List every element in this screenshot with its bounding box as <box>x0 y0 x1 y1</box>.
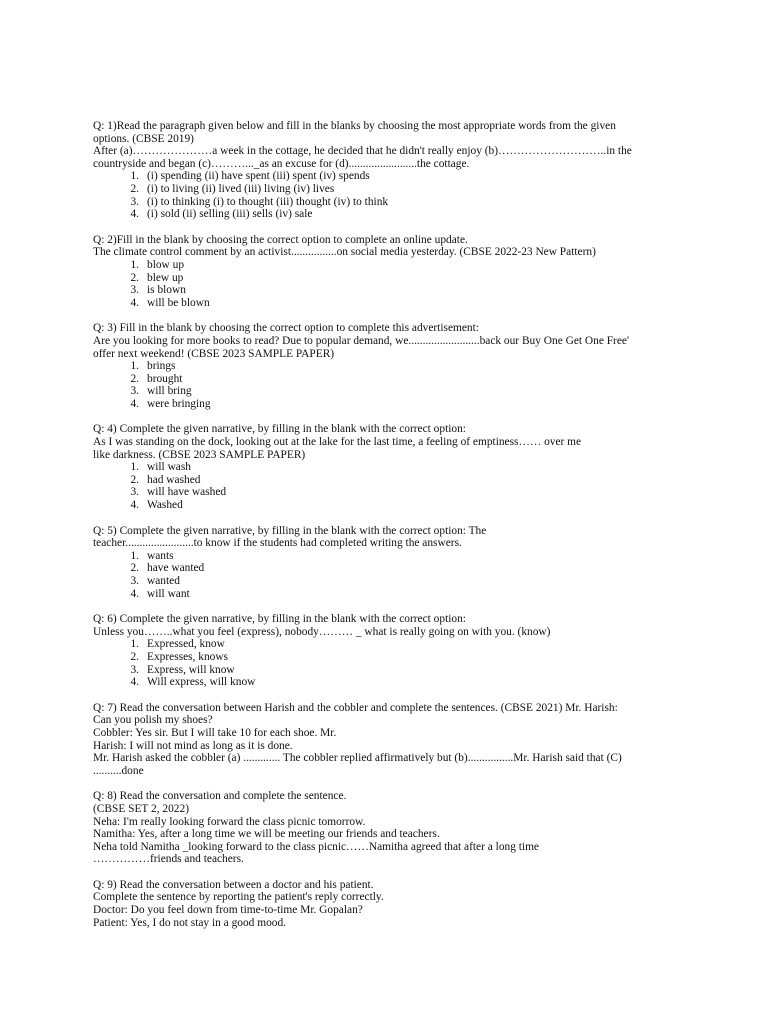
option-number: 4. <box>130 296 139 309</box>
option-text: blow up <box>147 258 185 271</box>
option-text: (i) to living (ii) lived (iii) living (iv) lives <box>147 182 335 195</box>
question-text-line: Cobbler: Yes sir. But I will take 10 for each shoe. Mr. <box>93 726 337 739</box>
option-text: is blown <box>147 284 186 297</box>
question-text-line: Doctor: Do you feel down from time-to-time Mr. Gopalan? <box>93 904 363 917</box>
option-text: Washed <box>147 499 183 512</box>
option-number: 3. <box>130 385 139 398</box>
question-text-line: countryside and began (c)………..._as an excuse for (d)........................the cottage. <box>93 157 470 170</box>
question-text-line: Harish: I will not mind as long as it is done. <box>93 739 293 752</box>
question-text-line: teacher........................to know if the students had completed writing the answers. <box>93 537 462 550</box>
question-text-line: Q: 3) Fill in the blank by choosing the correct option to complete this advertisement: <box>93 322 479 335</box>
option-number: 3. <box>130 575 139 587</box>
question-text-line: Neha: I'm really looking forward the class picnic tomorrow. <box>93 815 366 828</box>
question-8 <box>93 790 653 866</box>
option-number: 2. <box>130 562 139 575</box>
question-2 <box>93 234 653 310</box>
option-item <box>93 360 653 373</box>
options-list <box>93 550 653 600</box>
question-text-line: After (a)…………………a week in the cottage, he decided that he didn't really enjoy (b)………………………..in the <box>93 145 632 158</box>
option-number: 4. <box>130 397 139 410</box>
option-number: 4. <box>130 676 139 689</box>
question-text-line: Q: 6) Complete the given narrative, by filling in the blank with the correct option: <box>93 613 466 626</box>
question-9 <box>93 879 653 929</box>
question-text-line: The climate control comment by an activist................on social media yesterday. (CBSE 2022-23 New Pattern) <box>93 246 596 259</box>
question-text-line: Q: 5) Complete the given narrative, by filling in the blank with the correct option: The <box>93 524 487 537</box>
question-text-line: Namitha: Yes, after a long time we will be meeting our friends and teachers. <box>93 828 440 841</box>
option-text: will want <box>147 587 190 600</box>
option-item <box>93 499 653 512</box>
question-4 <box>93 423 653 511</box>
option-number: 2. <box>130 271 139 284</box>
question-text-line: ……………friends and teachers. <box>93 853 244 866</box>
option-number: 4. <box>130 208 139 221</box>
option-item <box>93 575 653 588</box>
question-text-line: As I was standing on the dock, looking out at the lake for the last time, a feeling of emptiness…… over me <box>93 436 582 449</box>
question-text-line: Neha told Namitha _looking forward to the class picnic……Namitha agreed that after a long time <box>93 840 539 853</box>
option-item <box>93 486 653 499</box>
option-text: Will express, will know <box>147 676 256 689</box>
option-text: (i) spending (ii) have spent (iii) spent (iv) spends <box>147 170 370 183</box>
question-text-line: Q: 4) Complete the given narrative, by filling in the blank with the correct option: <box>93 423 466 436</box>
option-item <box>93 373 653 386</box>
question-3 <box>93 322 653 410</box>
option-number: 1. <box>130 170 139 183</box>
question-text-line: (CBSE SET 2, 2022) <box>93 802 189 815</box>
option-number: 1. <box>130 638 139 651</box>
options-list <box>93 461 653 511</box>
option-text: have wanted <box>147 562 205 575</box>
question-text-line: Complete the sentence by reporting the patient's reply correctly. <box>93 891 384 904</box>
question-text-line: Q: 8) Read the conversation and complete the sentence. <box>93 790 347 803</box>
option-number: 1. <box>130 549 139 562</box>
question-text-line: Mr. Harish asked the cobbler (a) ............. The cobbler replied affirmatively but (b)................Mr. Harish said that (C) <box>93 752 622 765</box>
option-item <box>93 474 653 487</box>
option-number: 2. <box>130 372 139 385</box>
option-text: will be blown <box>147 296 210 309</box>
option-item <box>93 208 653 221</box>
question-text-line: Patient: Yes, I do not stay in a good mood. <box>93 916 287 929</box>
question-text-line: Are you looking for more books to read? Due to popular demand, we.........................back our Buy One Get One Free' <box>93 334 630 347</box>
option-number: 3. <box>130 663 139 676</box>
option-item <box>93 651 653 664</box>
question-text-line: offer next weekend! (CBSE 2023 SAMPLE PAPER) <box>93 347 335 360</box>
option-item <box>93 588 653 601</box>
option-text: brings <box>147 360 176 373</box>
option-item <box>93 638 653 651</box>
question-text-line: options. (CBSE 2019) <box>93 132 194 145</box>
question-1 <box>93 120 653 221</box>
question-7 <box>93 702 653 778</box>
question-text-line: Can you polish my shoes? <box>93 714 213 727</box>
option-number: 2. <box>130 473 139 486</box>
option-item <box>93 272 653 285</box>
option-item <box>93 183 653 196</box>
option-text: had washed <box>147 473 201 486</box>
question-text-line: Unless you……..what you feel (express), nobody……… _ what is really going on with you. (know) <box>93 625 551 638</box>
option-item <box>93 562 653 575</box>
option-number: 4. <box>130 587 139 600</box>
option-text: were bringing <box>147 397 211 410</box>
option-number: 1. <box>130 360 139 373</box>
question-text-line: Q: 2)Fill in the blank by choosing the correct option to complete an online update. <box>93 233 468 246</box>
options-list <box>93 170 653 220</box>
question-list <box>93 120 653 942</box>
option-item <box>93 550 653 563</box>
option-item <box>93 284 653 297</box>
option-number: 3. <box>130 195 139 208</box>
option-text: Express, will know <box>147 663 235 676</box>
option-item <box>93 676 653 689</box>
question-text-line: ..........done <box>93 764 144 777</box>
question-text-line: Q: 9) Read the conversation between a doctor and his patient. <box>93 878 374 891</box>
option-item <box>93 297 653 310</box>
option-text: will have washed <box>147 486 227 499</box>
option-text: will wash <box>147 461 191 474</box>
option-text: blew up <box>147 271 184 284</box>
option-text: Expressed, know <box>147 638 225 651</box>
option-item <box>93 170 653 183</box>
question-text-line: Q: 1)Read the paragraph given below and fill in the blanks by choosing the most appropriate words from the given <box>93 120 616 132</box>
option-text: (i) sold (ii) selling (iii) sells (iv) sale <box>147 208 313 221</box>
option-item <box>93 461 653 474</box>
option-item <box>93 664 653 677</box>
option-text: Expresses, knows <box>147 650 228 663</box>
question-5 <box>93 525 653 601</box>
option-number: 2. <box>130 650 139 663</box>
question-text-line: like darkness. (CBSE 2023 SAMPLE PAPER) <box>93 448 306 461</box>
options-list <box>93 360 653 410</box>
option-text: will bring <box>147 385 192 398</box>
question-text-line: Q: 7) Read the conversation between Harish and the cobbler and complete the sentences. (CBSE 2021) Mr. Harish: <box>93 701 618 714</box>
option-number: 2. <box>130 182 139 195</box>
option-text: wants <box>147 549 174 562</box>
option-item <box>93 196 653 209</box>
options-list <box>93 259 653 309</box>
option-item <box>93 398 653 411</box>
option-number: 4. <box>130 499 139 512</box>
option-item <box>93 259 653 272</box>
question-6 <box>93 613 653 689</box>
option-number: 3. <box>130 284 139 297</box>
option-number: 1. <box>130 258 139 271</box>
option-number: 1. <box>130 461 139 474</box>
option-text: (i) to thinking (i) to thought (iii) thought (iv) to think <box>147 195 389 208</box>
option-text: wanted <box>147 575 180 587</box>
options-list <box>93 638 653 688</box>
option-number: 3. <box>130 486 139 499</box>
option-text: brought <box>147 372 183 385</box>
option-item <box>93 385 653 398</box>
